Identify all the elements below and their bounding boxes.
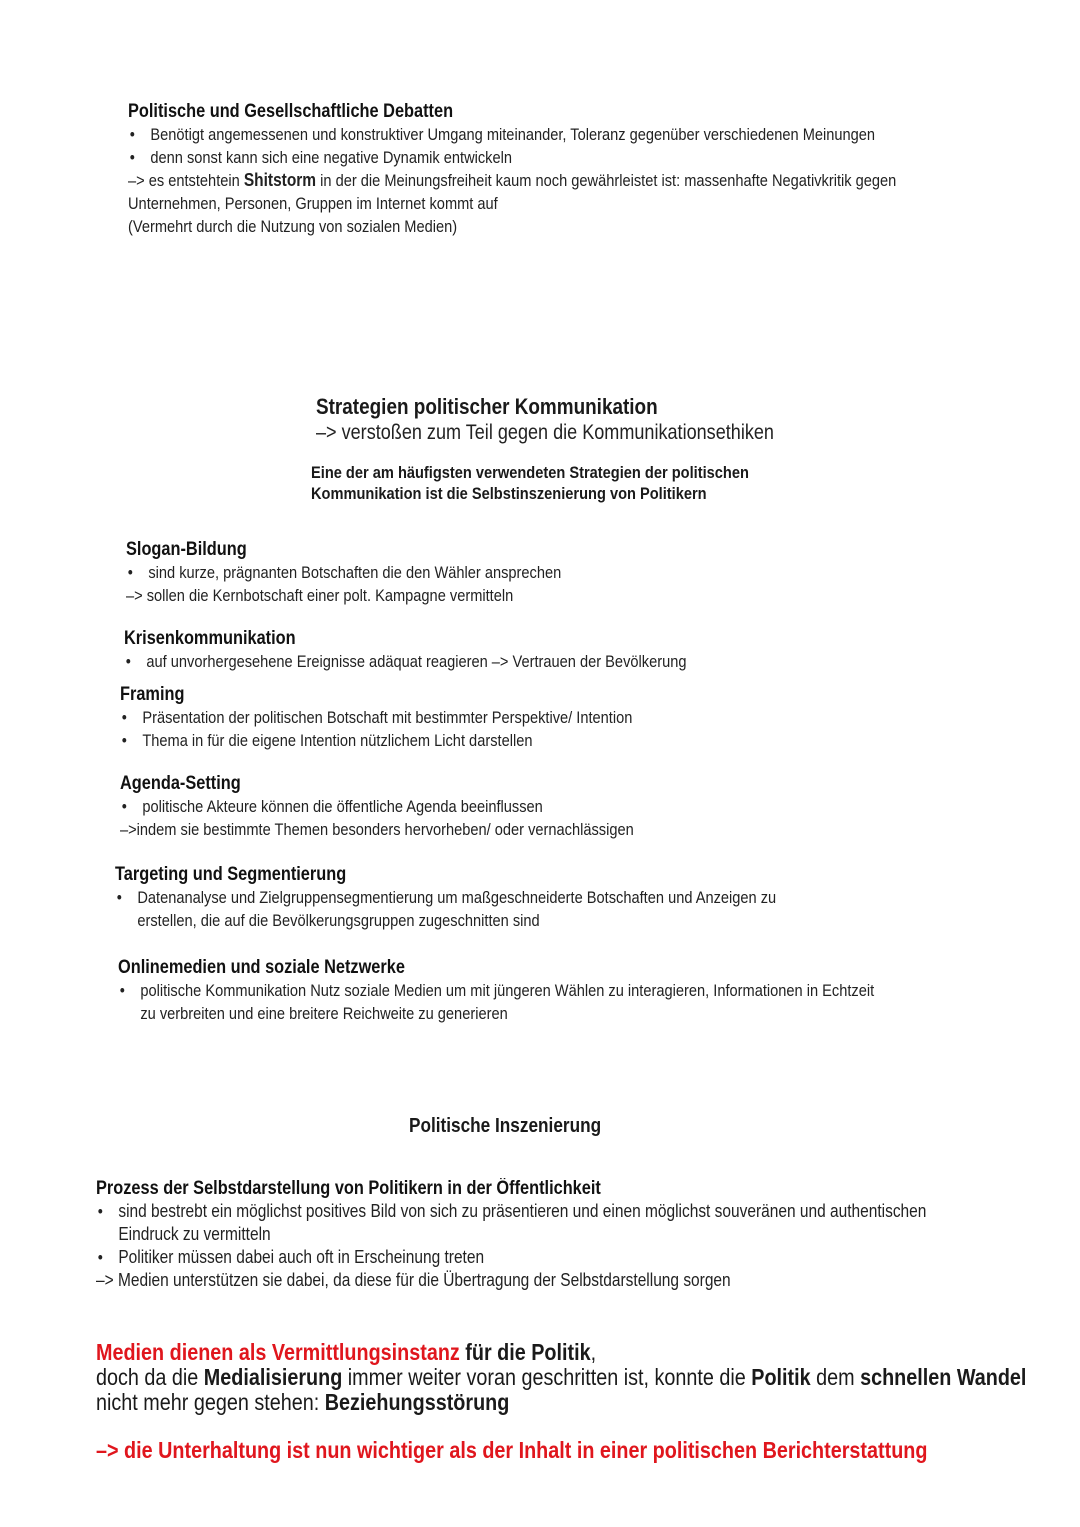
targeting-bullet: • Datenanalyse und Zielgruppensegmentierung um maßgeschneiderte Botschaften und Anzeigen zu [115, 886, 889, 909]
online-bullet: • politische Kommunikation Nutz soziale Medien um mit jüngeren Wählen zu interagieren, Informationen in Echtzeit [118, 979, 978, 1002]
fazit-red-text: Medien dienen als Vermittlungsinstanz [96, 1339, 460, 1365]
fazit-conclusion: –> die Unterhaltung ist nun wichtiger als der Inhalt in einer politischen Berichterstattung [96, 1437, 928, 1463]
krisen-heading: Krisenkommunikation [124, 628, 296, 649]
fazit-line3: nicht mehr gegen stehen: Beziehungsstörung [96, 1389, 510, 1415]
online-bullet-cont: zu verbreiten und eine breitere Reichweite zu generieren [140, 1004, 508, 1023]
inszenierung-bullet-cont: Eindruck zu vermitteln [118, 1224, 271, 1244]
agenda-arrow: –>indem sie bestimmte Themen besonders hervorheben/ oder vernachlässigen [120, 820, 634, 839]
inszenierung-bullet: • sind bestrebt ein möglichst positives Bild von sich zu präsentieren und einen möglichst souveränen und authentischen [96, 1200, 1008, 1223]
agenda-bullet: • politische Akteure können die öffentliche Agenda beeinflussen [120, 795, 808, 818]
strategien-intro-line: Eine der am häufigsten verwendeten Strategien der politischen [311, 463, 749, 482]
inszenierung-title: Politische Inszenierung [409, 1115, 602, 1137]
inszenierung-bullet: • Politiker müssen dabei auch oft in Erscheinung treten [96, 1246, 1008, 1269]
slogan-arrow: –> sollen die Kernbotschaft einer polt. Kampagne vermitteln [126, 586, 514, 605]
strategien-intro [311, 462, 827, 504]
framing-bullet: • Präsentation der politischen Botschaft mit bestimmter Perspektive/ Intention [120, 706, 808, 729]
debatten-heading: Politische und Gesellschaftliche Debatten [128, 101, 454, 122]
inszenierung-arrow: –> Medien unterstützen sie dabei, da diese für die Übertragung der Selbstdarstellung sorgen [96, 1270, 731, 1290]
debatten-arrow-line2: Unternehmen, Personen, Gruppen im Internet kommt auf [128, 194, 498, 213]
debatten-note: (Vermehrt durch die Nutzung von sozialen Medien) [128, 217, 458, 236]
slogan-bullet: • sind kurze, prägnanten Botschaften die den Wähler ansprechen [126, 561, 728, 584]
slogan-section [126, 538, 728, 607]
shitstorm-term: Shitstorm [243, 170, 317, 190]
krisen-bullet: • auf unvorhergesehene Ereignisse adäquat reagieren –> Vertrauen der Bevölkerung [124, 650, 812, 673]
inszenierung-section [96, 1177, 1008, 1292]
agenda-heading: Agenda-Setting [120, 773, 241, 794]
strategien-subtitle: –> verstoßen zum Teil gegen die Kommunikationsethiken [316, 421, 774, 444]
fazit-line1: Medien dienen als Vermittlungsinstanz für die Politik, [96, 1339, 597, 1365]
strategien-title: Strategien politischer Kommunikation [316, 394, 658, 419]
targeting-heading: Targeting und Segmentierung [115, 864, 347, 885]
debatten-section [128, 100, 997, 238]
online-heading: Onlinemedien und soziale Netzwerke [118, 957, 405, 978]
debatten-bullet: • Benötigt angemessenen und konstruktiver Umgang miteinander, Toleranz gegenüber verschiedenen Meinungen [128, 123, 997, 146]
inszenierung-heading: Prozess der Selbstdarstellung von Politikern in der Öffentlichkeit [96, 1178, 601, 1199]
targeting-section [115, 863, 889, 932]
online-section [118, 956, 978, 1025]
slogan-heading: Slogan-Bildung [126, 539, 247, 560]
framing-bullet: • Thema in für die eigene Intention nützlichem Licht darstellen [120, 729, 808, 752]
fazit-section [96, 1339, 1027, 1463]
debatten-arrow-line: –> es entstehtein Shitstorm in der die Meinungsfreiheit kaum noch gewährleistet ist: massenhafte Negativkritik gegen [128, 170, 897, 190]
targeting-bullet-cont: erstellen, die auf die Bevölkerungsgruppen zugeschnitten sind [137, 911, 540, 930]
strategien-intro-line: Kommunikation ist die Selbstinszenierung von Politikern [311, 484, 707, 503]
krisen-section [124, 627, 812, 673]
framing-heading: Framing [120, 684, 185, 705]
framing-section [120, 683, 808, 752]
debatten-bullet: • denn sonst kann sich eine negative Dynamik entwickeln [128, 146, 997, 169]
agenda-section [120, 772, 808, 841]
strategien-header [316, 394, 832, 446]
fazit-line2: doch da die Medialisierung immer weiter voran geschritten ist, konnte die Politik dem schnellen Wandel [96, 1364, 1027, 1390]
